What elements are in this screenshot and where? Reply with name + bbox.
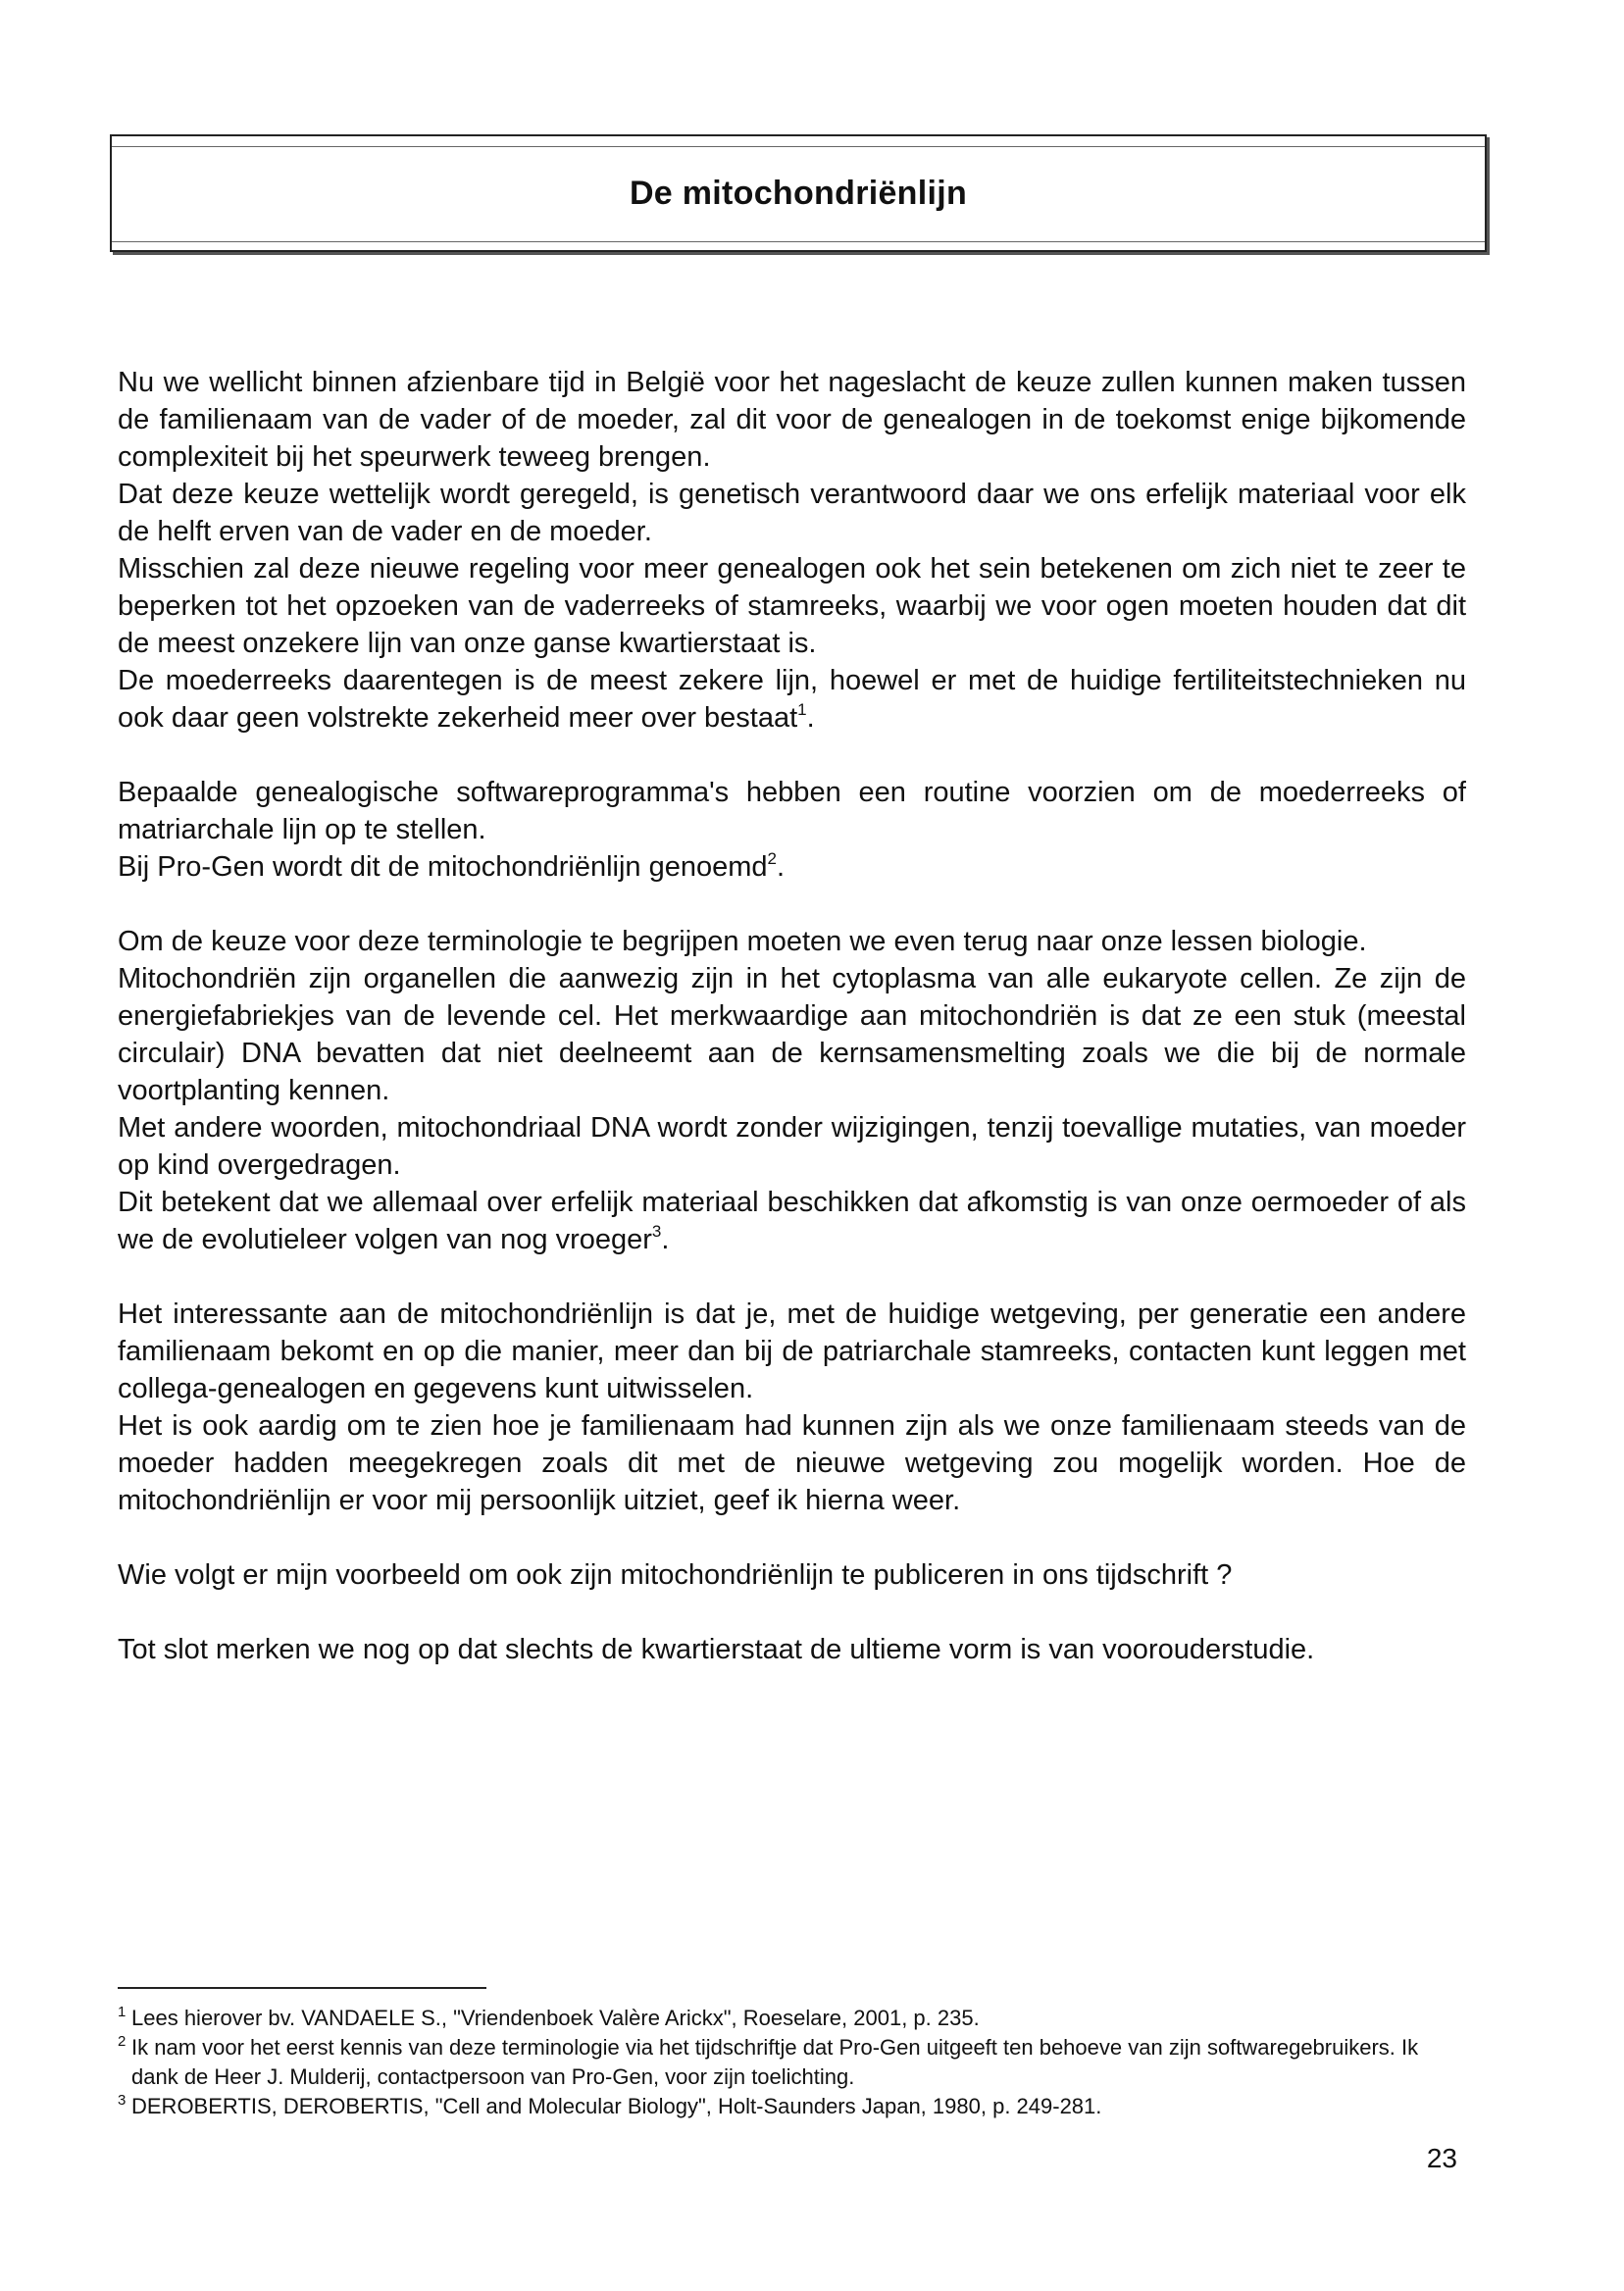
paragraph-9: Met andere woorden, mitochondriaal DNA wordt zonder wijzigingen, tenzij toevallige mutaties, van moeder op kind overgedragen. bbox=[118, 1112, 1466, 1181]
paragraph-11: Het interessante aan de mitochondriënlijn is dat je, met de huidige wetgeving, per generatie een andere familienaam bekomt en op die manier, meer dan bij de patriarchale stamreeks, contacten kunt leggen met collega-genealogen en gegevens kunt uitwisselen. bbox=[118, 1298, 1466, 1404]
title-box-bottom-rule bbox=[112, 241, 1485, 242]
footnote-ref-2: 2 bbox=[767, 849, 777, 868]
footnote-number: 1 bbox=[118, 2004, 127, 2020]
page-title: De mitochondriënlijn bbox=[629, 174, 968, 212]
title-box-top-rule bbox=[112, 146, 1485, 147]
paragraph-4-text: De moederreeks daarentegen is de meest zekere lijn, hoewel er met de huidige fertiliteitstechnieken nu ook daar geen volstrekte zekerheid meer over bestaat bbox=[118, 665, 1466, 734]
paragraph-10-text: Dit betekent dat we allemaal over erfelijk materiaal beschikken dat afkomstig is van onze oermoeder of als we de evolutieleer volgen van nog vroeger bbox=[118, 1187, 1466, 1255]
footnote-separator bbox=[118, 1987, 486, 1989]
paragraph-2: Dat deze keuze wettelijk wordt geregeld, is genetisch verantwoord daar we ons erfelijk materiaal voor elk de helft erven van de vader en de moeder. bbox=[118, 479, 1466, 547]
footnote-1 bbox=[118, 2004, 1466, 2033]
article-body bbox=[118, 364, 1466, 1668]
footnote-2 bbox=[118, 2033, 1466, 2092]
footnote-text: Lees hierover bv. VANDAELE S., "Vriendenboek Valère Arickx", Roeselare, 2001, p. 235. bbox=[131, 2006, 980, 2030]
paragraph-12: Het is ook aardig om te zien hoe je familienaam had kunnen zijn als we onze familienaam steeds van de moeder hadden meegekregen zoals dit met de nieuwe wetgeving zou mogelijk worden. Hoe de mitochondriënlijn er voor mij persoonlijk uitziet, geef ik hierna weer. bbox=[118, 1410, 1466, 1516]
footnote-text: DEROBERTIS, DEROBERTIS, "Cell and Molecular Biology", Holt-Saunders Japan, 1980, p. 249-281. bbox=[131, 2094, 1102, 2118]
paragraph-10 bbox=[118, 1184, 1466, 1258]
footnote-number: 2 bbox=[118, 2033, 127, 2050]
paragraph-6-end: . bbox=[776, 851, 786, 883]
paragraph-4-end: . bbox=[806, 702, 815, 734]
paragraph-6-text: Bij Pro-Gen wordt dit de mitochondriënlijn genoemd bbox=[118, 851, 768, 883]
paragraph-13: Wie volgt er mijn voorbeeld om ook zijn mitochondriënlijn te publiceren in ons tijdschrift ? bbox=[118, 1559, 1233, 1591]
paragraph-5: Bepaalde genealogische softwareprogramma's hebben een routine voorzien om de moederreeks of matriarchale lijn op te stellen. bbox=[118, 777, 1466, 845]
footnote-ref-1: 1 bbox=[797, 700, 807, 719]
footnotes bbox=[118, 2004, 1466, 2121]
paragraph-7: Om de keuze voor deze terminologie te begrijpen moeten we even terug naar onze lessen biologie. bbox=[118, 926, 1367, 957]
paragraph-14: Tot slot merken we nog op dat slechts de kwartierstaat de ultieme vorm is van voorouderstudie. bbox=[118, 1634, 1315, 1665]
paragraph-6 bbox=[118, 848, 1466, 886]
footnote-3 bbox=[118, 2092, 1466, 2121]
paragraph-8: Mitochondriën zijn organellen die aanwezig zijn in het cytoplasma van alle eukaryote cellen. Ze zijn de energiefabriekjes van de levende cel. Het merkwaardige aan mitochondriën is dat ze een stuk (meestal circulair) DNA bevatten dat niet deelneemt aan de kernsamensmelting zoals we die bij de normale voortplanting kennen. bbox=[118, 963, 1466, 1106]
paragraph-1: Nu we wellicht binnen afzienbare tijd in België voor het nageslacht de keuze zullen kunnen maken tussen de familienaam van de vader of de moeder, zal dit voor de genealogen in de toekomst enige bijkomende complexiteit bij het speurwerk teweeg brengen. bbox=[118, 367, 1466, 473]
paragraph-4 bbox=[118, 662, 1466, 737]
title-box bbox=[110, 134, 1487, 252]
paragraph-3: Misschien zal deze nieuwe regeling voor meer genealogen ook het sein betekenen om zich niet te zeer te beperken tot het opzoeken van de vaderreeks of stamreeks, waarbij we voor ogen moeten houden dat dit de meest onzekere lijn van onze ganse kwartierstaat is. bbox=[118, 553, 1466, 659]
paragraph-10-end: . bbox=[661, 1224, 670, 1255]
page-number: 23 bbox=[1426, 2143, 1457, 2173]
footnote-number: 3 bbox=[118, 2092, 127, 2109]
footnote-ref-3: 3 bbox=[651, 1222, 662, 1241]
footnote-text: Ik nam voor het eerst kennis van deze terminologie via het tijdschriftje dat Pro-Gen uitgeeft ten behoeve van zijn softwaregebruikers. Ik dank de Heer J. Mulderij, contactpersoon van Pro-Gen, voor zijn toelichting. bbox=[131, 2035, 1419, 2089]
